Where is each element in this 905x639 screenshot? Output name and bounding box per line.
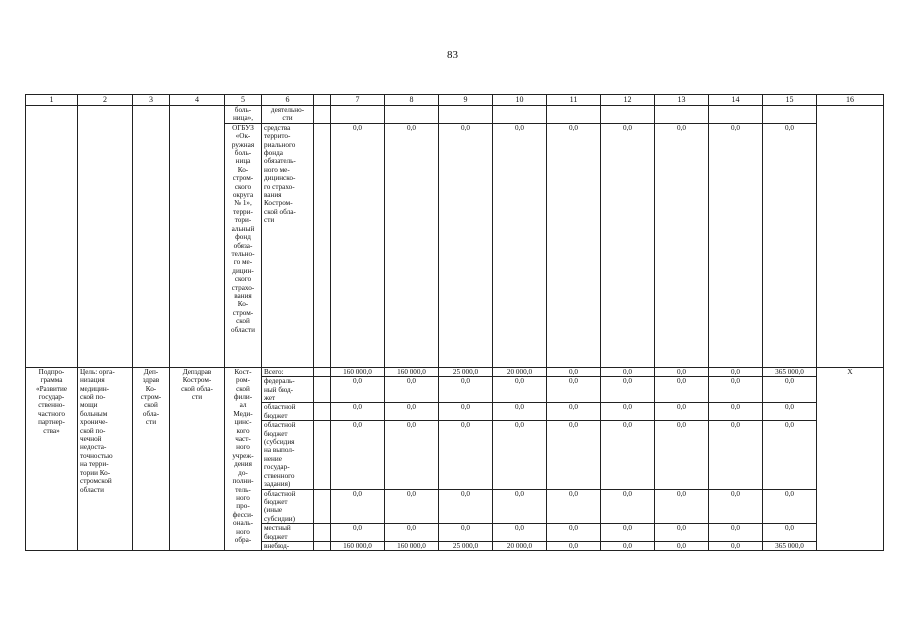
cell-value: 0,0 <box>601 377 655 403</box>
cell-value: 0,0 <box>709 377 763 403</box>
cell-value: 0,0 <box>655 524 709 542</box>
cell-funding-source: Всего: <box>262 367 314 376</box>
cell-value: 0,0 <box>439 524 493 542</box>
cell-value: 0,0 <box>547 489 601 524</box>
cell-value: 160 000,0 <box>385 541 439 550</box>
cell-value: 0,0 <box>385 403 439 421</box>
cell-value: 0,0 <box>763 123 817 367</box>
cell-value: 0,0 <box>385 377 439 403</box>
cell-value: 0,0 <box>601 123 655 367</box>
cell-value: 0,0 <box>547 377 601 403</box>
cell-value: 0,0 <box>331 123 385 367</box>
col-header: 11 <box>547 95 601 106</box>
cell-value: 0,0 <box>601 403 655 421</box>
col-header: 6 <box>262 95 314 106</box>
cell-mark: Х <box>817 367 884 551</box>
cell-value: 25 000,0 <box>439 541 493 550</box>
cell-value: 0,0 <box>331 377 385 403</box>
cell-goal: Цель: орга- низация медицин- ской по- мощи больным хрониче- ской по- чечной недоста- точностью на терри- тории Ко- стромской области <box>78 367 133 551</box>
cell-value: 0,0 <box>601 367 655 376</box>
col-header: 7 <box>331 95 385 106</box>
cell-value: 0,0 <box>709 367 763 376</box>
col-header: 14 <box>709 95 763 106</box>
col-header: 13 <box>655 95 709 106</box>
cell-funding-source: местный бюджет <box>262 524 314 542</box>
cell-value: 160 000,0 <box>385 367 439 376</box>
cell-value: 0,0 <box>709 524 763 542</box>
cell-value: 0,0 <box>709 421 763 489</box>
cell-value: 0,0 <box>655 489 709 524</box>
cell-value: 0,0 <box>439 123 493 367</box>
cell-value: 365 000,0 <box>763 541 817 550</box>
cell-funding-source: средства террито- риального фонда обязатель- ного ме- дицинско- го страхо- вания Костром- ской обла- сти <box>262 123 314 367</box>
col-header: 15 <box>763 95 817 106</box>
col-header: 4 <box>170 95 225 106</box>
col-header: 12 <box>601 95 655 106</box>
col-header: 9 <box>439 95 493 106</box>
cell-value: 0,0 <box>439 377 493 403</box>
cell-value: 0,0 <box>709 123 763 367</box>
cell-value: 0,0 <box>547 367 601 376</box>
cell-value: 0,0 <box>601 524 655 542</box>
cell-funding-source: внебюд- <box>262 541 314 550</box>
cell-value: 0,0 <box>439 421 493 489</box>
cell-value: 0,0 <box>547 421 601 489</box>
cell-value: 0,0 <box>493 489 547 524</box>
cell-value: 0,0 <box>493 377 547 403</box>
cell-value: 0,0 <box>763 524 817 542</box>
cell-value: 0,0 <box>655 421 709 489</box>
cell-coordinator: Деп- здрав Ко- стром- ской обла- сти <box>133 367 170 551</box>
cell-value: 0,0 <box>493 524 547 542</box>
cell-value: 160 000,0 <box>331 367 385 376</box>
cell-source-cont: деятельно- сти <box>262 106 314 124</box>
cell-executor-cont: боль- ница», <box>225 106 262 124</box>
cell-value: 0,0 <box>655 403 709 421</box>
col-header: 1 <box>26 95 78 106</box>
cell-value: 0,0 <box>331 524 385 542</box>
cell-value: 0,0 <box>547 541 601 550</box>
page-number: 83 <box>447 49 458 61</box>
col-header: 5 <box>225 95 262 106</box>
cell-value: 0,0 <box>763 377 817 403</box>
cell-value: 0,0 <box>763 489 817 524</box>
cell-executor: Кост- ром- ской фили- ал Меди- цинс- кого част- ного учреж- дения до- полни- тель- ного про- фесси- ональ- ного обра- <box>225 367 262 551</box>
cell-value: 0,0 <box>763 421 817 489</box>
cell-value: 0,0 <box>439 489 493 524</box>
col-header: 16 <box>817 95 884 106</box>
cell-value: 20 000,0 <box>493 367 547 376</box>
cell-value: 0,0 <box>547 524 601 542</box>
cell-value: 0,0 <box>331 489 385 524</box>
cell-value: 0,0 <box>385 123 439 367</box>
cell-value: 160 000,0 <box>331 541 385 550</box>
cell-value: 0,0 <box>547 123 601 367</box>
cell-value: 0,0 <box>655 367 709 376</box>
cell-value: 0,0 <box>655 377 709 403</box>
cell-value: 0,0 <box>601 489 655 524</box>
cell-value: 0,0 <box>709 489 763 524</box>
cell-value: 0,0 <box>493 421 547 489</box>
cell-value: 0,0 <box>493 403 547 421</box>
col-header: 3 <box>133 95 170 106</box>
cell-value: 0,0 <box>331 421 385 489</box>
col-header: 2 <box>78 95 133 106</box>
cell-funding-source: федераль- ный бюд- жет <box>262 377 314 403</box>
cell-value: 0,0 <box>331 403 385 421</box>
cell-funding-source: областной бюджет <box>262 403 314 421</box>
cell-value: 0,0 <box>385 421 439 489</box>
cell-value: 0,0 <box>601 421 655 489</box>
cell-value: 0,0 <box>709 403 763 421</box>
cell-value: 0,0 <box>547 403 601 421</box>
cell-funding-source: областной бюджет (иные субсидии) <box>262 489 314 524</box>
cell-responsible: Депздрав Костром- ской обла- сти <box>170 367 225 551</box>
cell-value: 20 000,0 <box>493 541 547 550</box>
col-header: 8 <box>385 95 439 106</box>
cell-value: 25 000,0 <box>439 367 493 376</box>
cell-value: 0,0 <box>439 403 493 421</box>
table-row <box>26 367 884 376</box>
cell-value: 0,0 <box>709 541 763 550</box>
cell-value: 365 000,0 <box>763 367 817 376</box>
cell-executor: ОГБУЗ «Ок- ружная боль- ница Ко- стром- ского округа № 1», терри- тори- альный фонд обяза- тельно- го ме- дицин- ского страхо- вания Ко- стром- ской области <box>225 123 262 367</box>
table-row <box>26 106 884 124</box>
cell-value: 0,0 <box>655 123 709 367</box>
header-row <box>26 95 884 106</box>
cell-value: 0,0 <box>385 489 439 524</box>
cell-value: 0,0 <box>655 541 709 550</box>
col-header: 10 <box>493 95 547 106</box>
cell-value: 0,0 <box>763 403 817 421</box>
cell-value: 0,0 <box>493 123 547 367</box>
budget-table <box>25 94 884 551</box>
cell-value: 0,0 <box>385 524 439 542</box>
cell-funding-source: областной бюджет (субсидия на выпол- нение государ- ственного задания) <box>262 421 314 489</box>
cell-subprogram: Подпро- грамма «Развитие государ- ственно- частного партнер- ства» <box>26 367 78 551</box>
col-header <box>314 95 331 106</box>
cell-value: 0,0 <box>601 541 655 550</box>
